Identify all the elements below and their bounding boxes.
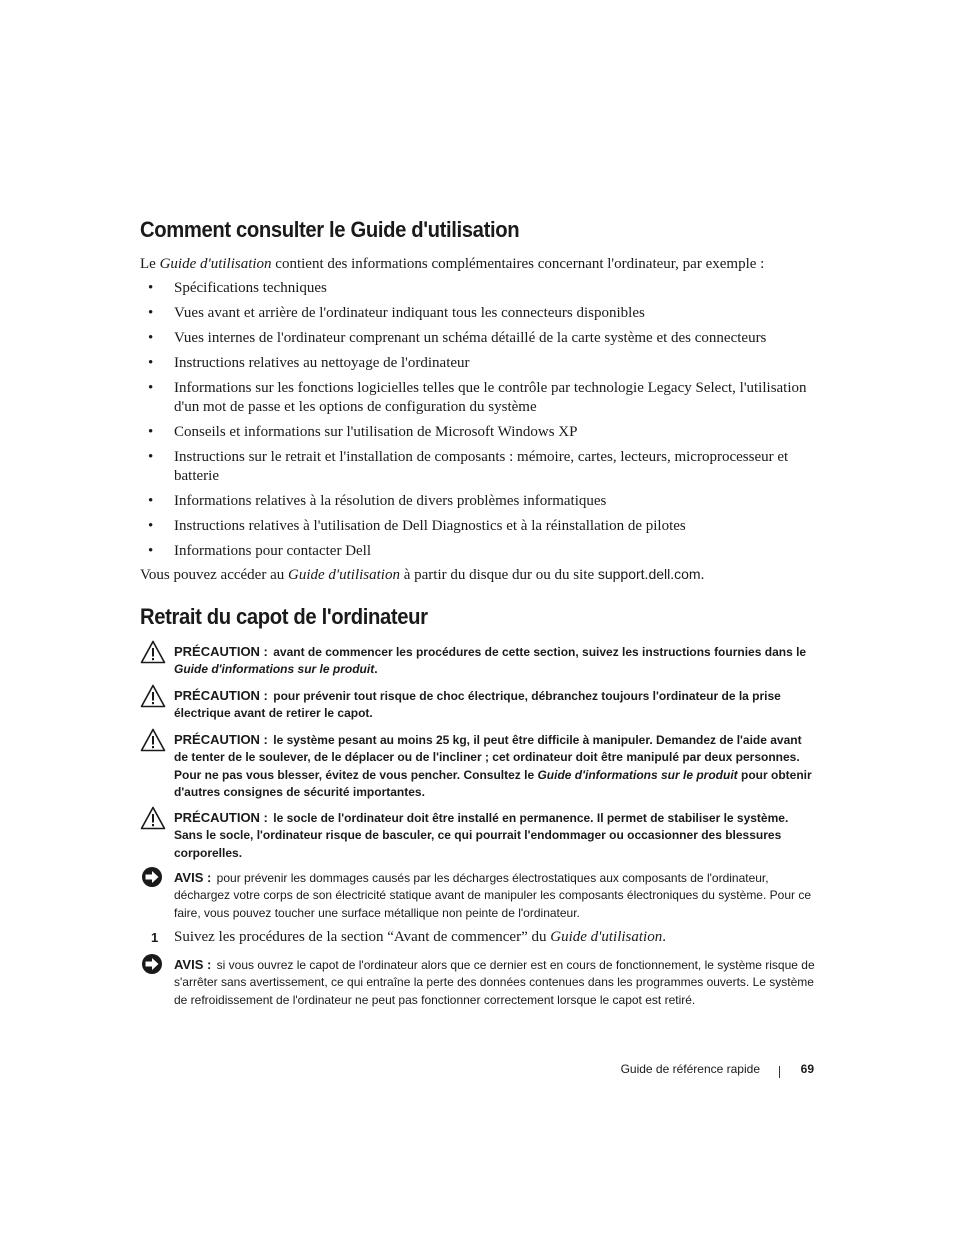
bullet-icon: • bbox=[148, 330, 154, 346]
step-text bbox=[174, 928, 666, 947]
list-item-text: Vues internes de l'ordinateur comprenant un schéma détaillé de la carte système et des connecteurs bbox=[174, 330, 767, 346]
list-item-text: Instructions sur le retrait et l'installation de composants : mémoire, cartes, lecteurs, microprocesseur et batterie bbox=[174, 449, 789, 484]
support-link[interactable]: support.dell.com bbox=[597, 566, 701, 582]
caution-label: PRÉCAUTION : bbox=[174, 644, 268, 659]
notice-label: AVIS : bbox=[174, 870, 212, 885]
outro-text-post: . bbox=[700, 567, 705, 583]
outro-text-mid: à partir du disque dur ou du site bbox=[399, 567, 598, 583]
bullet-icon: • bbox=[148, 380, 154, 396]
features-list bbox=[140, 279, 816, 567]
caution-text: avant de commencer les procédures de cette section, suivez les instructions fournies dans le bbox=[273, 645, 807, 659]
notice-label: AVIS : bbox=[174, 957, 212, 972]
notice-text: pour prévenir les dommages causés par les décharges électrostatiques aux composants de l'ordinateur, déchargez votre corps de son électricité statique avant de manipuler les composants électroniques du système. Pour ce faire, vous pouvez toucher une surface métallique non peinte de l'ordinateur. bbox=[174, 871, 812, 920]
caution-text: le socle de l'ordinateur doit être installé en permanence. Il permet de stabiliser le système. Sans le socle, l'ordinateur risque de basculer, ce qui pourrait l'endommager ou occasionner des blessures corporelles. bbox=[174, 811, 789, 860]
list-item bbox=[140, 304, 816, 323]
list-item-text: Conseils et informations sur l'utilisation de Microsoft Windows XP bbox=[174, 424, 578, 440]
section-title-cover-removal: Retrait du capot de l'ordinateur bbox=[140, 604, 428, 629]
list-item bbox=[140, 379, 816, 417]
list-item bbox=[140, 354, 816, 373]
list-item-text: Informations pour contacter Dell bbox=[174, 543, 372, 559]
list-item-text: Instructions relatives au nettoyage de l'ordinateur bbox=[174, 355, 470, 371]
caution-text-end: . bbox=[374, 662, 378, 677]
warning-triangle-icon bbox=[140, 684, 166, 708]
step-number: 1 bbox=[151, 930, 159, 945]
list-item-text: Informations sur les fonctions logicielles telles que le contrôle par technologie Legacy Select, l'utilisation d'un mot de passe et les options de configuration du système bbox=[174, 380, 807, 415]
list-item bbox=[140, 423, 816, 442]
page-number: 69 bbox=[800, 1062, 814, 1076]
list-item bbox=[140, 492, 816, 511]
bullet-icon: • bbox=[148, 518, 154, 534]
product-guide-ref: Guide d'informations sur le produit bbox=[537, 767, 738, 782]
caution-label: PRÉCAUTION : bbox=[174, 732, 268, 747]
step-text-pre: Suivez les procédures de la section “Avant de commencer” du bbox=[174, 929, 551, 945]
step-guide-ref: Guide d'utilisation bbox=[550, 929, 663, 945]
list-item-text: Instructions relatives à l'utilisation de Dell Diagnostics et à la réinstallation de pilotes bbox=[174, 518, 686, 534]
caution-text-end: pour obtenir d'autres consignes de sécurité importantes. bbox=[174, 767, 812, 799]
section-title-guide: Comment consulter le Guide d'utilisation bbox=[140, 217, 520, 242]
outro-text-pre: Vous pouvez accéder au bbox=[140, 567, 288, 583]
bullet-icon: • bbox=[148, 280, 154, 296]
intro-text-pre: Le bbox=[140, 256, 160, 272]
warning-triangle-icon bbox=[140, 806, 166, 830]
bullet-icon: • bbox=[148, 543, 154, 559]
list-item bbox=[140, 448, 816, 486]
intro-paragraph bbox=[140, 255, 816, 274]
list-item-text: Spécifications techniques bbox=[174, 280, 327, 296]
list-item-text: Vues avant et arrière de l'ordinateur indiquant tous les connecteurs disponibles bbox=[174, 305, 645, 321]
footer-title: Guide de référence rapide bbox=[620, 1062, 760, 1076]
access-paragraph bbox=[140, 565, 816, 585]
caution-label: PRÉCAUTION : bbox=[174, 688, 268, 703]
list-item bbox=[140, 279, 816, 298]
intro-text-post: contient des informations complémentaires concernant l'ordinateur, par exemple : bbox=[271, 256, 765, 272]
list-item bbox=[140, 517, 816, 536]
footer-divider bbox=[779, 1066, 780, 1078]
outro-guide-ref: Guide d'utilisation bbox=[288, 567, 400, 583]
warning-triangle-icon bbox=[140, 640, 166, 664]
step-text-post: . bbox=[662, 929, 666, 945]
notice-text: si vous ouvrez le capot de l'ordinateur alors que ce dernier est en cours de fonctionnement, le système risque de s'arrêter sans avertissement, ce qui entraîne la perte des données contenues dans les programmes ouverts. Le système de refroidissement de l'ordinateur ne peut pas fonctionner correctement lorsque le capot est retiré. bbox=[174, 958, 815, 1007]
intro-guide-ref: Guide d'utilisation bbox=[159, 256, 272, 272]
list-item bbox=[140, 329, 816, 348]
notice-arrow-icon bbox=[140, 866, 166, 890]
bullet-icon: • bbox=[148, 493, 154, 509]
page-footer bbox=[560, 1062, 814, 1080]
bullet-icon: • bbox=[148, 449, 154, 465]
bullet-icon: • bbox=[148, 305, 154, 321]
bullet-icon: • bbox=[148, 355, 154, 371]
list-item-text: Informations relatives à la résolution de divers problèmes informatiques bbox=[174, 493, 607, 509]
caution-label: PRÉCAUTION : bbox=[174, 810, 268, 825]
list-item bbox=[140, 542, 816, 561]
warning-triangle-icon bbox=[140, 728, 166, 752]
notice-arrow-icon bbox=[140, 953, 166, 977]
bullet-icon: • bbox=[148, 424, 154, 440]
product-guide-ref: Guide d'informations sur le produit bbox=[174, 662, 375, 677]
caution-text: pour prévenir tout risque de choc électrique, débranchez toujours l'ordinateur de la prise électrique avant de retirer le capot. bbox=[174, 689, 781, 721]
caution-text: le système pesant au moins 25 kg, il peut être difficile à manipuler. Demandez de l'aide avant de tenter de le soulever, de le déplacer ou de l'incliner ; cet ordinateur doit être manipulé par deux personnes. Pour ne pas vous blesser, évitez de vous pencher. Consultez le bbox=[174, 733, 802, 782]
